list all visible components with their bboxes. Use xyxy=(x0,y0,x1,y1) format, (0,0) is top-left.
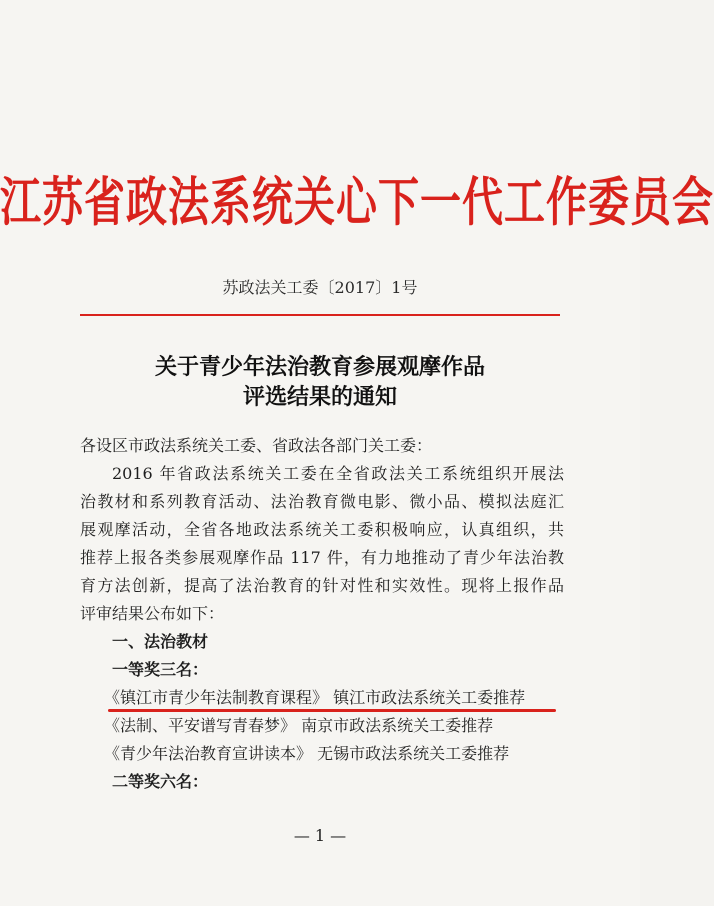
page-number: — 1 — xyxy=(293,826,347,845)
notice-body xyxy=(80,432,564,796)
notice-title xyxy=(0,352,640,412)
notice-title-line-1: 关于青少年法治教育参展观摩作品 xyxy=(154,354,485,380)
paragraph-line: 2016 年省政法系统关工委在全省政法关工系统组织开展法 xyxy=(112,464,564,483)
section-heading: 一、法治教材 xyxy=(112,632,209,651)
paragraph-line: 推荐上报各类参展观摩作品 117 件，有力地推动了青少年法治教 xyxy=(80,548,564,567)
award-item: 《法制、平安谱写青春梦》 南京市政法系统关工委推荐 xyxy=(104,716,494,735)
salutation: 各设区市政法系统关工委、省政法各部门关工委： xyxy=(80,436,433,455)
award-item: 《青少年法治教育宣讲读本》 无锡市政法系统关工委推荐 xyxy=(104,744,510,763)
award-item: 《镇江市青少年法制教育课程》 镇江市政法系统关工委推荐 xyxy=(104,688,526,707)
paragraph-line: 评审结果公布如下： xyxy=(80,604,225,623)
second-prize-heading: 二等奖六名： xyxy=(112,772,209,791)
paragraph-line: 育方法创新，提高了法治教育的针对性和实效性。现将上报作品 xyxy=(80,576,564,595)
red-hand-underline xyxy=(108,709,556,712)
paragraph-line: 展观摩活动，全省各地政法系统关工委积极响应，认真组织，共 xyxy=(80,520,564,539)
first-prize-heading: 一等奖三名： xyxy=(112,660,209,679)
document-number: 苏政法关工委〔2017〕1号 xyxy=(222,278,418,297)
organization-header: 江苏省政法系统关心下一代工作委员会 xyxy=(0,171,714,233)
highlighted-award-row xyxy=(80,684,564,712)
red-divider-line xyxy=(80,314,560,316)
paragraph-line: 治教材和系列教育活动、法治教育微电影、微小品、模拟法庭汇 xyxy=(80,492,564,511)
notice-title-line-2: 评选结果的通知 xyxy=(242,384,397,410)
